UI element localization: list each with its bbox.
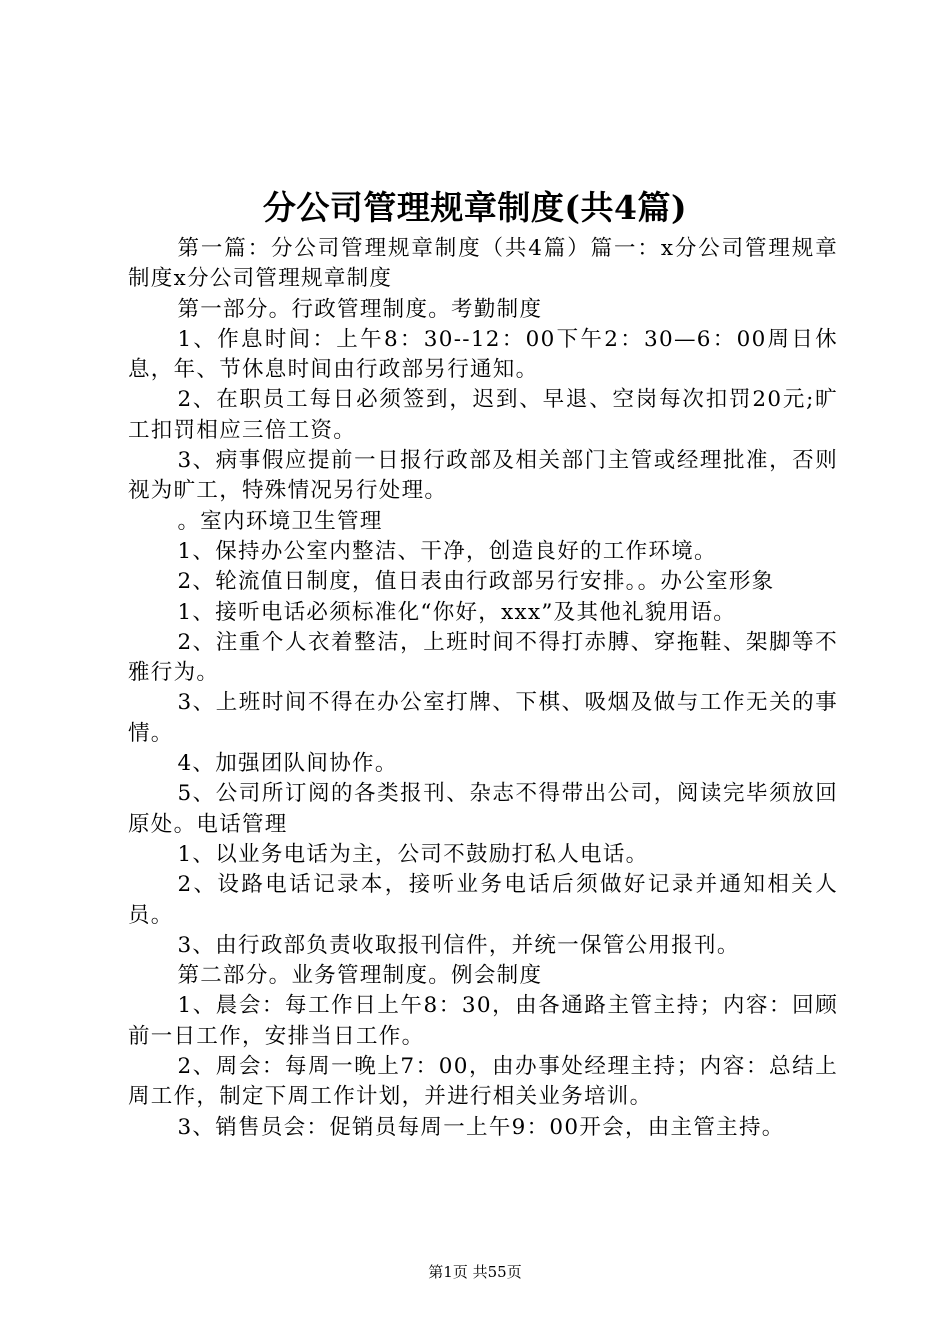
paragraph: 2、设路电话记录本，接听业务电话后须做好记录并通知相关人员。 bbox=[128, 872, 838, 928]
paragraph: 2、周会：每周一晚上7：00，由办事处经理主持；内容：总结上周工作，制定下周工作计划，并进行相关业务培训。 bbox=[128, 1054, 838, 1110]
document-title: 分公司管理规章制度(共4篇) bbox=[262, 188, 688, 227]
paragraph: 1、保持办公室内整洁、干净，创造良好的工作环境。 bbox=[177, 538, 717, 564]
page-number-footer: 第1页 共55页 bbox=[428, 1263, 522, 1281]
paragraph: 2、轮流值日制度，值日表由行政部另行安排。。办公室形象 bbox=[177, 569, 775, 595]
paragraph: 4、加强团队间协作。 bbox=[177, 751, 398, 777]
paragraph: 1、以业务电话为主，公司不鼓励打私人电话。 bbox=[177, 841, 649, 867]
paragraph: 2、注重个人衣着整洁，上班时间不得打赤膊、穿拖鞋、架脚等不雅行为。 bbox=[128, 629, 838, 686]
paragraph: 第一篇：分公司管理规章制度（共4篇）篇一：x分公司管理规章制度x分公司管理规章制度 bbox=[128, 236, 838, 292]
paragraph: 3、销售员会：促销员每周一上午9：00开会，由主管主持。 bbox=[177, 1114, 785, 1140]
paragraph: 1、接听电话必须标准化“你好，xxx”及其他礼貌用语。 bbox=[177, 599, 737, 625]
paragraph: 1、晨会：每工作日上午8：30，由各通路主管主持；内容：回顾前一日工作，安排当日工作。 bbox=[128, 993, 838, 1049]
paragraph: 第一部分。行政管理制度。考勤制度 bbox=[177, 296, 543, 322]
paragraph: 。室内环境卫生管理 bbox=[177, 508, 383, 534]
paragraph: 3、上班时间不得在办公室打牌、下棋、吸烟及做与工作无关的事情。 bbox=[128, 690, 838, 746]
paragraph: 2、在职员工每日必须签到，迟到、早退、空岗每次扣罚20元;旷工扣罚相应三倍工资。 bbox=[128, 387, 838, 443]
paragraph: 3、由行政部负责收取报刊信件，并统一保管公用报刊。 bbox=[177, 932, 740, 958]
paragraph: 5、公司所订阅的各类报刊、杂志不得带出公司，阅读完毕须放回原处。电话管理 bbox=[128, 781, 838, 837]
document-body bbox=[128, 234, 838, 1143]
paragraph: 3、病事假应提前一日报行政部及相关部门主管或经理批准，否则视为旷工，特殊情况另行处理。 bbox=[128, 448, 838, 504]
paragraph: 1、作息时间：上午8：30--12：00下午2：30—6：00周日休息，年、节休息时间由行政部另行通知。 bbox=[128, 326, 838, 383]
paragraph: 第二部分。业务管理制度。例会制度 bbox=[177, 963, 543, 989]
